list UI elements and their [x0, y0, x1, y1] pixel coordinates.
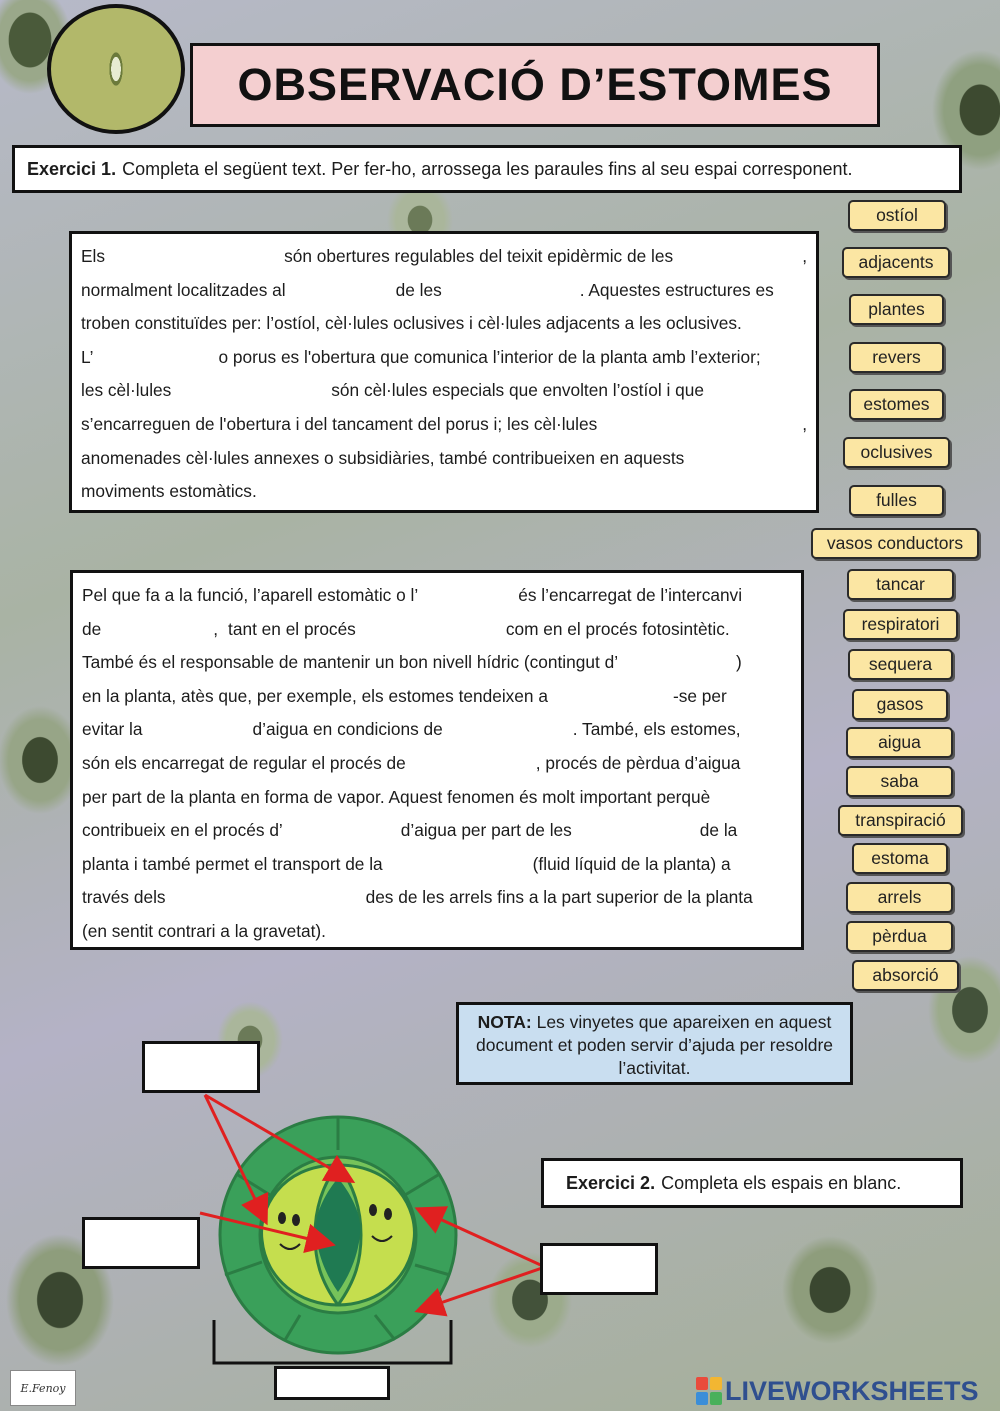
paragraph1-box [69, 231, 819, 513]
p2-line: evitar la d’aigua en condicions de . També, els estomes, [82, 719, 741, 740]
word-chip-oclusives[interactable]: oclusives [843, 437, 950, 468]
liveworksheets-logo [696, 1375, 979, 1407]
p1-line: les cèl·lules són cèl·lules especials que envolten l’ostíol i que [81, 380, 705, 401]
word-chip-estomes[interactable]: estomes [849, 389, 944, 420]
word-chip-saba[interactable]: saba [846, 766, 953, 797]
word-chip-revers[interactable]: revers [849, 342, 944, 373]
p2-line: També és el responsable de mantenir un bon nivell hídric (contingut d’ ) [82, 652, 742, 673]
p2-line: en la planta, atès que, per exemple, els estomes tendeixen a -se per [82, 685, 727, 706]
word-chip-absorcio[interactable]: absorció [852, 960, 959, 991]
exercise1-instruction [12, 145, 962, 193]
word-chip-gasos[interactable]: gasos [852, 689, 948, 720]
word-chip-perdua[interactable]: pèrdua [846, 921, 953, 952]
author-signature: E.Fenoy [10, 1370, 76, 1406]
exercise1-label: Exercici 1. [27, 158, 117, 179]
p2-line: través dels des de les arrels fins a la part superior de la planta [82, 887, 753, 908]
p2-line: Pel que fa a la funció, l’aparell estomàtic o l’ és l’encarregat de l’intercanvi [82, 585, 743, 605]
liveworksheets-icon [696, 1377, 722, 1405]
word-chip-aigua[interactable]: aigua [846, 727, 953, 758]
p2-line: per part de la planta en forma de vapor. Aquest fenomen és molt important perquè [82, 786, 711, 807]
p2-line: contribueix en el procés d’ d’aigua per part de les de la [82, 820, 738, 841]
p1-line: normalment localitzades al de les . Aquestes estructures es [81, 279, 774, 300]
word-chip-plantes[interactable]: plantes [849, 294, 944, 325]
stoma-micrograph-icon [47, 4, 185, 134]
note-label: NOTA: [477, 1012, 532, 1032]
p2-line: són els encarregat de regular el procés de , procés de pèrdua d’aigua [82, 752, 741, 773]
word-chip-adjacents[interactable]: adjacents [842, 247, 950, 278]
p2-line: de , tant en el procés com en el procés fotosintètic. [82, 618, 730, 639]
word-chip-ostiol[interactable]: ostíol [848, 200, 946, 231]
answer-box-subsidiary-cells[interactable] [540, 1243, 658, 1295]
word-chip-fulles[interactable]: fulles [849, 485, 944, 516]
answer-box-ostiole[interactable] [82, 1217, 200, 1269]
answer-box-guard-cells[interactable] [142, 1041, 260, 1093]
exercise2-text: Completa els espais en blanc. [661, 1172, 902, 1193]
word-chip-sequera[interactable]: sequera [848, 649, 953, 680]
note-text: Les vinyetes que apareixen en aquest document et poden servir d’ajuda per resoldre l’activitat. [475, 1012, 833, 1078]
word-chip-respiratori[interactable]: respiratori [843, 609, 958, 640]
p2-line: (en sentit contrari a la gravetat). [82, 920, 326, 941]
p2-line: planta i també permet el transport de la (fluid líquid de la planta) a [82, 853, 731, 874]
p1-line: s’encarreguen de l'obertura i del tancament del porus i; les cèl·lules , [81, 413, 807, 434]
paragraph2-box [70, 570, 804, 950]
p1-line: troben constituïdes per: l’ostíol, cèl·lules oclusives i cèl·lules adjacents a les oclusives. [81, 313, 742, 334]
p1-line: anomenades cèl·lules annexes o subsidiàries, també contribueixen en aquests [81, 447, 685, 468]
word-chip-arrels[interactable]: arrels [846, 882, 953, 913]
answer-box-stoma[interactable] [274, 1366, 390, 1400]
word-chip-transpiracio[interactable]: transpiració [838, 805, 963, 836]
liveworksheets-text: LIVEWORKSHEETS [725, 1375, 979, 1406]
word-chip-vasos-conductors[interactable]: vasos conductors [811, 528, 979, 559]
exercise1-text: Completa el següent text. Per fer-ho, arrossega les paraules fins al seu espai corresponent. [122, 158, 853, 179]
p1-line: L’ o porus es l'obertura que comunica l’interior de la planta amb l’exterior; [81, 346, 761, 367]
p1-line: moviments estomàtics. [81, 481, 257, 502]
p1-line: Els són obertures regulables del teixit epidèrmic de les , [81, 246, 807, 266]
page-title: OBSERVACIÓ D’ESTOMES [237, 59, 833, 110]
exercise2-label: Exercici 2. [566, 1172, 656, 1193]
exercise2-instruction [541, 1158, 963, 1208]
title-banner [190, 43, 880, 127]
word-chip-tancar[interactable]: tancar [847, 569, 954, 600]
word-chip-estoma[interactable]: estoma [852, 843, 948, 874]
